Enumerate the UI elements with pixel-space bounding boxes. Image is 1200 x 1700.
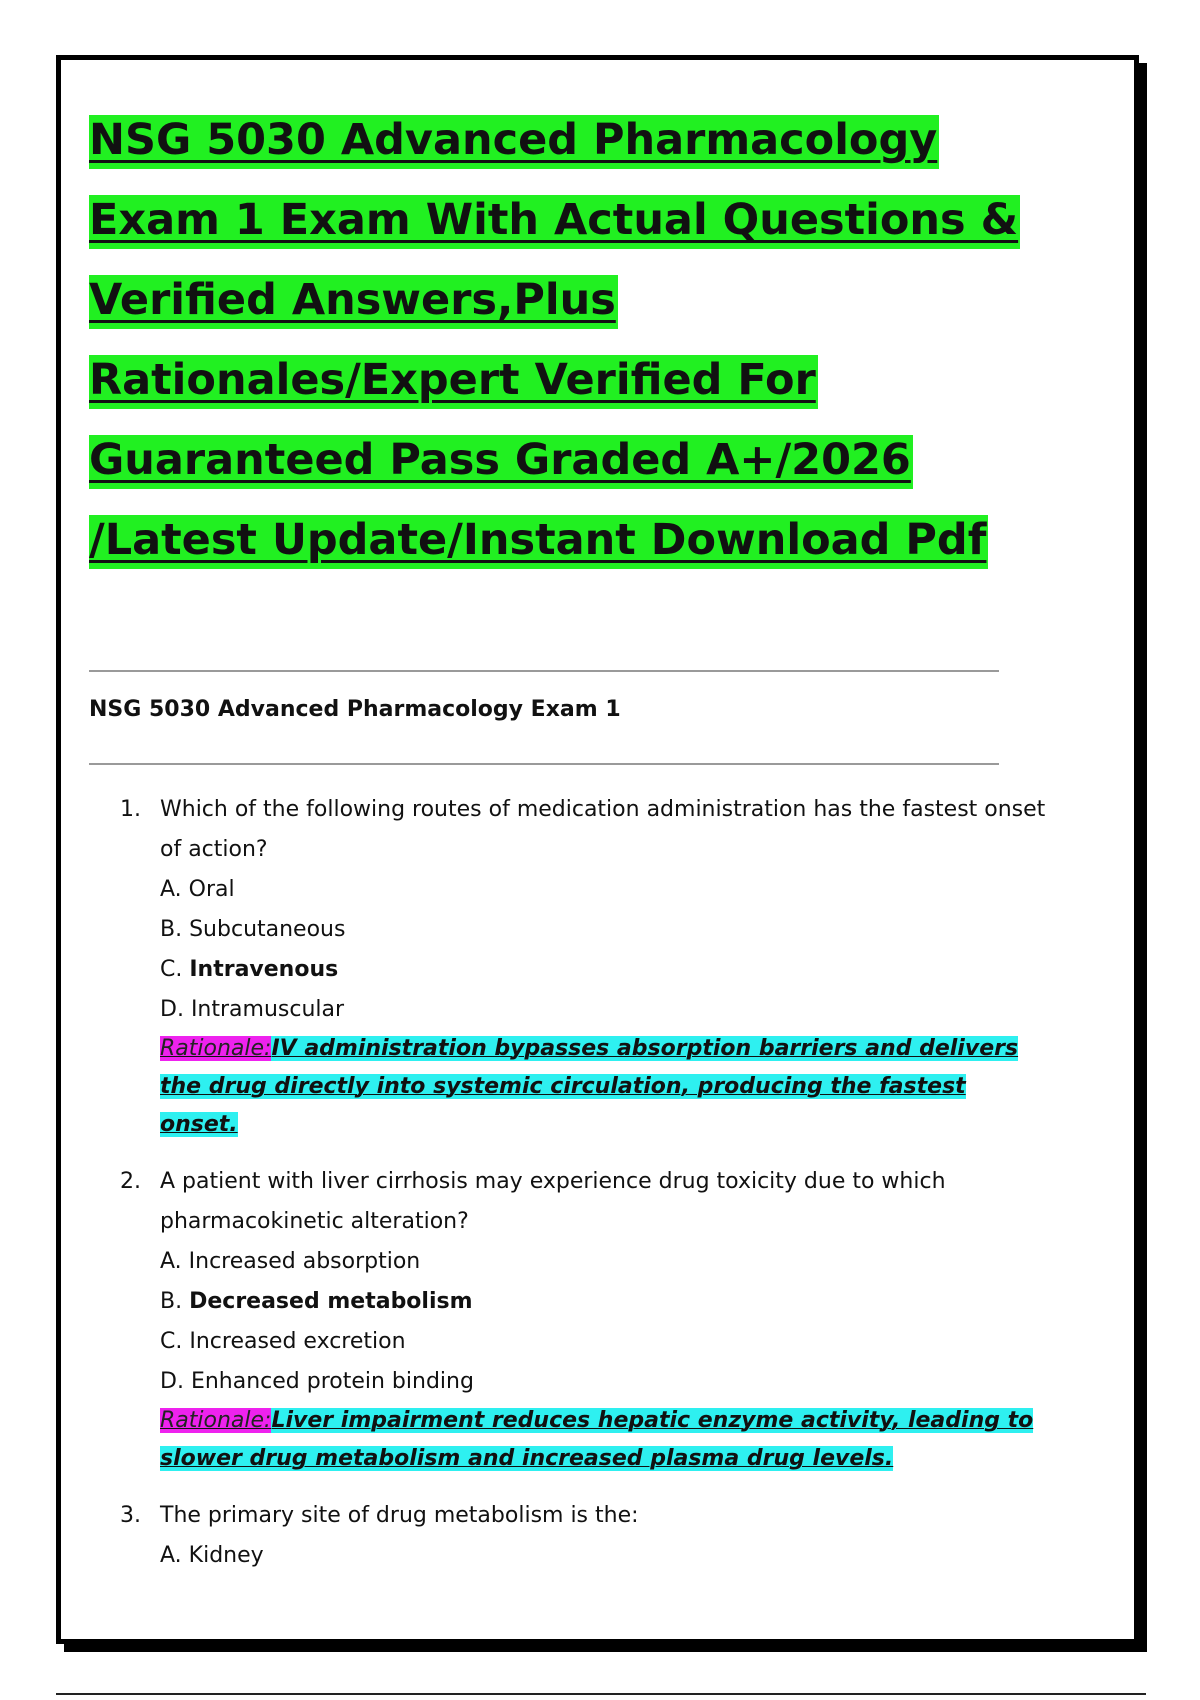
- divider-bottom: [89, 763, 999, 765]
- question-2: [120, 1162, 1050, 1478]
- rationale: [160, 1402, 1050, 1478]
- rationale-label: Rationale:: [160, 1036, 272, 1061]
- rationale: [160, 1030, 1050, 1144]
- question-1: [120, 790, 1050, 1144]
- title-line: /Latest Update/Instant Download Pdf: [89, 500, 1049, 580]
- question-number: 1.: [120, 797, 141, 822]
- option-c-correct: C. Intravenous: [160, 957, 339, 982]
- rationale-text: IV administration bypasses absorption barriers and delivers the drug directly into systemic circulation, producing the fastest onset.: [160, 1036, 1019, 1137]
- option-a: A. Increased absorption: [160, 1249, 421, 1274]
- question-stem: A patient with liver cirrhosis may experience drug toxicity due to which pharmacokinetic alteration?: [160, 1169, 946, 1234]
- exam-subtitle: NSG 5030 Advanced Pharmacology Exam 1: [89, 697, 621, 722]
- question-list: [120, 790, 1050, 1594]
- option-a: A. Kidney: [160, 1543, 264, 1568]
- question-number: 3.: [120, 1503, 141, 1528]
- divider-top: [89, 670, 999, 672]
- title-line: Guaranteed Pass Graded A+/2026: [89, 420, 1049, 500]
- question-stem: The primary site of drug metabolism is the:: [160, 1503, 639, 1528]
- title-line: Exam 1 Exam With Actual Questions &: [89, 180, 1049, 260]
- document-title: [89, 100, 1049, 580]
- option-d: D. Intramuscular: [160, 997, 345, 1022]
- title-line: NSG 5030 Advanced Pharmacology: [89, 100, 1049, 180]
- title-line: Verified Answers,Plus: [89, 260, 1049, 340]
- option-b: B. Subcutaneous: [160, 917, 346, 942]
- option-b-correct: B. Decreased metabolism: [160, 1289, 473, 1314]
- question-stem: Which of the following routes of medication administration has the fastest onset of action?: [160, 797, 1046, 862]
- rationale-label: Rationale:: [160, 1408, 272, 1433]
- title-line: Rationales/Expert Verified For: [89, 340, 1049, 420]
- option-d: D. Enhanced protein binding: [160, 1369, 474, 1394]
- option-a: A. Oral: [160, 877, 235, 902]
- option-c: C. Increased excretion: [160, 1329, 406, 1354]
- question-3: [120, 1496, 1050, 1576]
- page-bottom-rule: [56, 1693, 1146, 1695]
- rationale-text: Liver impairment reduces hepatic enzyme activity, leading to slower drug metabolism and increased plasma drug levels.: [160, 1408, 1034, 1471]
- question-number: 2.: [120, 1169, 141, 1194]
